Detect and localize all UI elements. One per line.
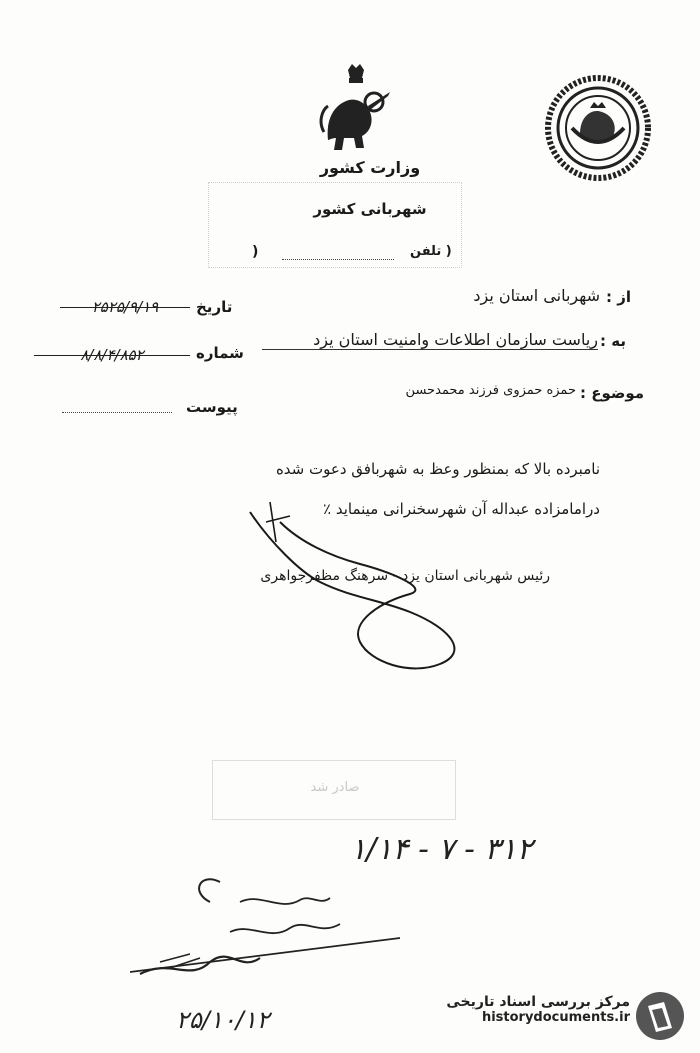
attachment-blank-line <box>62 412 172 413</box>
handwritten-reference-number: ۳۱۲ - ۷ - ۱/۱۴ <box>350 832 533 867</box>
archive-logo-icon <box>634 990 686 1042</box>
handwritten-note <box>130 862 430 992</box>
subject-value: حمزه حمزوی فرزند محمدحسن <box>405 383 576 398</box>
date-strikethrough <box>60 307 190 308</box>
ministry-title: وزارت کشور <box>319 158 421 177</box>
lion-and-sun-emblem-icon <box>318 62 394 156</box>
signature-line: رئیس شهربانی استان یزد - سرهنگ مظفرجواهری <box>260 568 550 584</box>
round-seal-icon <box>542 72 654 184</box>
signature-scribble <box>210 482 480 682</box>
body-line-1: نامبرده بالا که بمنظور وعظ به شهربافق دعوت شده <box>275 460 600 478</box>
attachment-label: پیوست <box>186 398 238 416</box>
watermark-text <box>430 994 630 1025</box>
handwritten-bottom-date: ۲۵/۱۰/۱۲ <box>176 1006 270 1034</box>
police-title: شهربانی کشور <box>313 200 427 218</box>
number-value-text: ۸/۸/۴/۸۵۲ <box>80 346 144 364</box>
phone-close-paren: ) <box>252 244 259 260</box>
phone-label: ( تلفن <box>410 244 452 259</box>
body-line-2: درامامزاده عبداله آن شهرسخنرانی مینماید ٪ <box>323 500 600 518</box>
subject-label: موضوع : <box>580 384 645 402</box>
phone-blank-line <box>282 259 394 260</box>
watermark-url: historydocuments.ir <box>481 1010 630 1025</box>
number-label: شماره <box>196 344 244 362</box>
date-value-text: ۲۵۲۵/۹/۱۹ <box>91 298 159 316</box>
date-label: تاریخ <box>196 298 233 316</box>
faint-stamp-text: صادر شد <box>310 780 360 795</box>
number-value <box>34 346 190 364</box>
date-value <box>60 298 190 316</box>
number-strikethrough <box>34 355 190 356</box>
to-value: ریاست سازمان اطلاعات وامنیت استان یزد <box>262 330 598 350</box>
from-label: از : <box>606 288 631 306</box>
from-value: شهربانی استان یزد <box>473 286 600 305</box>
watermark-title: مرکز بررسی اسناد تاریخی <box>446 994 630 1010</box>
to-label: به : <box>600 332 626 350</box>
